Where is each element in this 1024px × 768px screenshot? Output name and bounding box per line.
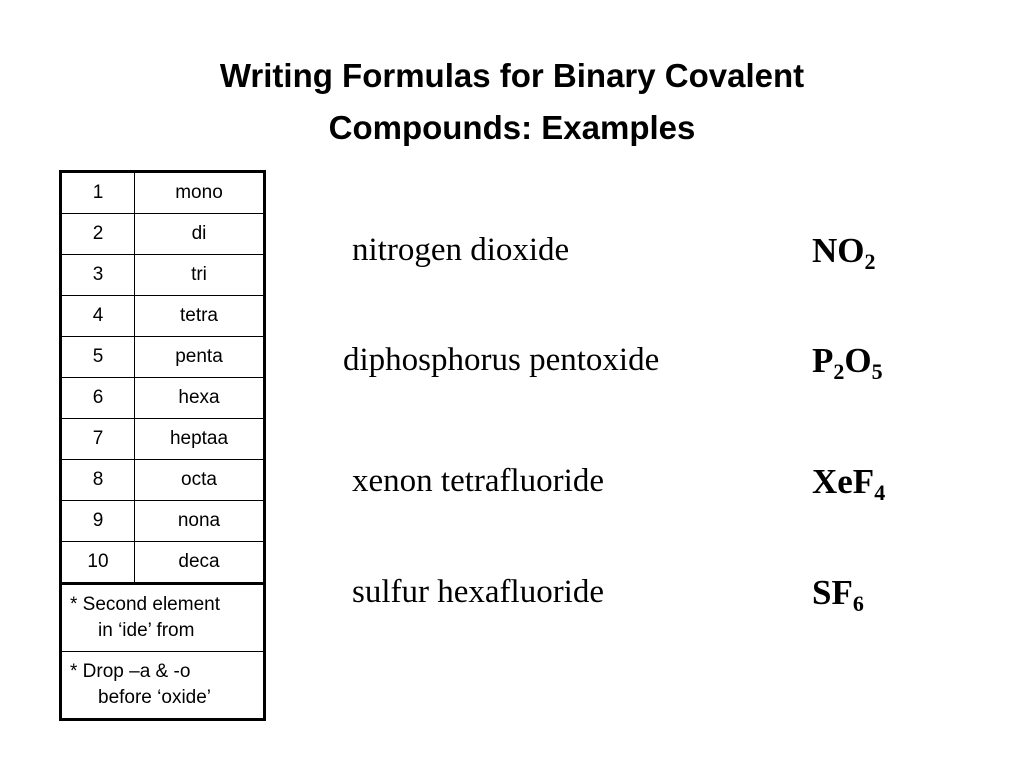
prefix-number: 7 — [61, 419, 135, 460]
table-row — [61, 378, 265, 419]
prefix-number: 5 — [61, 337, 135, 378]
note-line: * Second element — [70, 594, 220, 615]
note-line: * Drop –a & -o — [70, 661, 191, 682]
table-row — [61, 419, 265, 460]
compound-name: diphosphorus pentoxide — [343, 342, 660, 378]
prefix-table — [59, 170, 266, 721]
formula-subscript: 2 — [833, 359, 845, 384]
prefix-name: tri — [135, 255, 265, 296]
compound-name: sulfur hexafluoride — [352, 574, 604, 610]
formula-subscript: 5 — [871, 359, 883, 384]
compound-formula — [812, 462, 886, 505]
table-note-row — [61, 652, 265, 720]
prefix-name: penta — [135, 337, 265, 378]
prefix-name: heptaa — [135, 419, 265, 460]
compound-formula — [812, 341, 883, 384]
formula-element: SF — [812, 573, 853, 612]
formula-element: NO — [812, 231, 865, 270]
prefix-number: 2 — [61, 214, 135, 255]
note-line: before ‘oxide’ — [98, 687, 212, 708]
prefix-number: 4 — [61, 296, 135, 337]
compound-name: xenon tetrafluoride — [352, 463, 604, 499]
prefix-name: octa — [135, 460, 265, 501]
table-row — [61, 337, 265, 378]
drop-vowel-note — [61, 652, 265, 720]
table-row — [61, 501, 265, 542]
prefix-name: hexa — [135, 378, 265, 419]
table-row — [61, 296, 265, 337]
compound-formula — [812, 573, 864, 616]
title-line-2: Compounds: Examples — [328, 109, 696, 146]
formula-element: O — [844, 341, 872, 380]
compound-name: nitrogen dioxide — [352, 232, 570, 268]
prefix-name: tetra — [135, 296, 265, 337]
slide-title — [0, 50, 1024, 154]
table-row — [61, 255, 265, 296]
formula-subscript: 6 — [852, 591, 864, 616]
prefix-number: 1 — [61, 172, 135, 214]
formula-element: P — [812, 341, 834, 380]
formula-subscript: 4 — [874, 480, 886, 505]
prefix-name: mono — [135, 172, 265, 214]
prefix-number: 10 — [61, 542, 135, 584]
table-row — [61, 542, 265, 584]
prefix-number: 6 — [61, 378, 135, 419]
table-row — [61, 214, 265, 255]
title-line-1: Writing Formulas for Binary Covalent — [219, 57, 805, 94]
table-row — [61, 172, 265, 214]
prefix-number: 3 — [61, 255, 135, 296]
formula-element: XeF — [812, 462, 875, 501]
formula-subscript: 2 — [864, 249, 876, 274]
prefix-name: deca — [135, 542, 265, 584]
prefix-name: di — [135, 214, 265, 255]
second-element-note — [61, 584, 265, 652]
table-note-row — [61, 584, 265, 652]
prefix-name: nona — [135, 501, 265, 542]
prefix-number: 9 — [61, 501, 135, 542]
note-line: in ‘ide’ from — [98, 620, 195, 641]
compound-formula — [812, 231, 876, 274]
table-row — [61, 460, 265, 501]
prefix-number: 8 — [61, 460, 135, 501]
